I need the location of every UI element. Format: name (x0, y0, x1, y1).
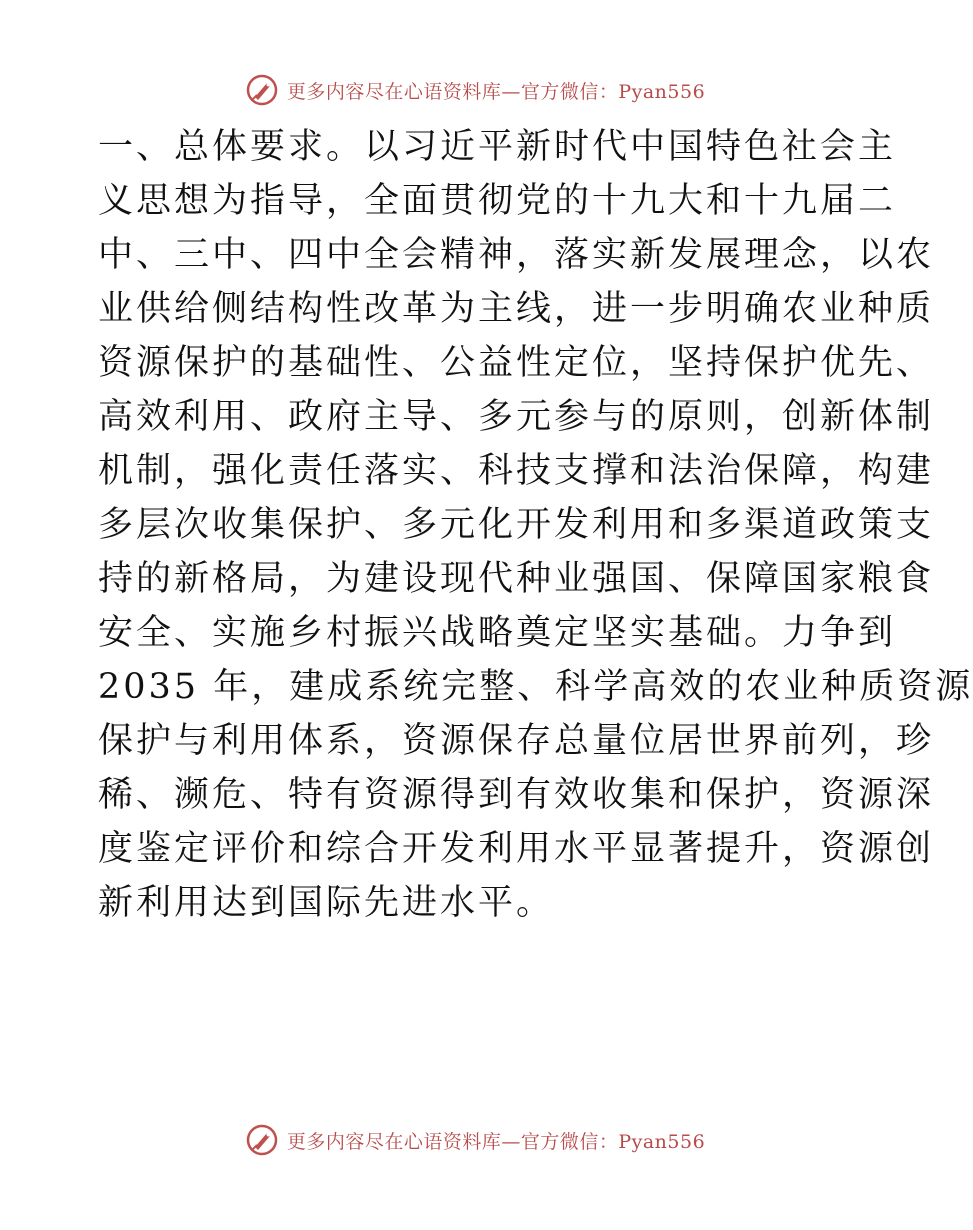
text-line: 持的新格局，为建设现代种业强国、保障国家粮食 (98, 559, 935, 599)
watermark-text: 更多内容尽在心语资料库—官方微信：Pyan556 (286, 1130, 706, 1153)
text-line: 资源保护的基础性、公益性定位，坚持保护优先、 (98, 343, 935, 383)
text-line: 机制，强化责任落实、科技支撑和法治保障，构建 (98, 451, 935, 491)
watermark-text: 更多内容尽在心语资料库—官方微信：Pyan556 (286, 80, 706, 103)
text-line: 一、总体要求。以习近平新时代中国特色社会主 (98, 127, 897, 167)
text-line: 稀、濒危、特有资源得到有效收集和保护，资源深 (98, 775, 935, 815)
text-line: 度鉴定评价和综合开发利用水平显著提升，资源创 (98, 829, 935, 869)
body-paragraph (98, 120, 973, 930)
text-line: 保护与利用体系，资源保存总量位居世界前列，珍 (98, 721, 935, 761)
pen-nib-logo-icon (245, 73, 279, 107)
text-line: 新利用达到国际先进水平。 (98, 883, 555, 923)
text-line: 安全、实施乡村振兴战略奠定坚实基础。力争到 (98, 613, 897, 653)
text-line: 多层次收集保护、多元化开发利用和多渠道政策支 (98, 505, 935, 545)
text-line: 中、三中、四中全会精神，落实新发展理念，以农 (98, 235, 935, 275)
text-line: 高效利用、政府主导、多元参与的原则，创新体制 (98, 397, 935, 437)
footer-watermark (0, 1120, 950, 1160)
header-watermark (0, 70, 950, 110)
text-line: 义思想为指导，全面贯彻党的十九大和十九届二 (98, 181, 897, 221)
text-line: 业供给侧结构性改革为主线，进一步明确农业种质 (98, 289, 935, 329)
text-line: 2035 年，建成系统完整、科学高效的农业种质资源 (98, 667, 973, 707)
pen-nib-logo-icon (245, 1123, 279, 1157)
